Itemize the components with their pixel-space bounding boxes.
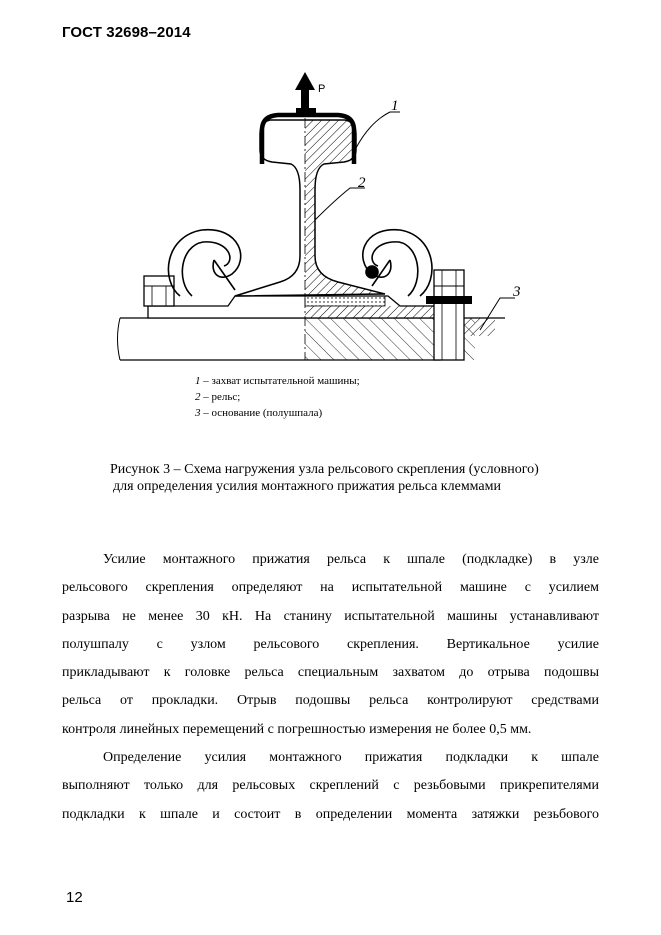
paragraph-line: выполняют только для рельсовых скреплений с резьбовыми прикрепителями [62, 778, 599, 794]
figure-legend [195, 373, 360, 421]
figure-caption [110, 461, 600, 495]
document-header: ГОСТ 32698–2014 [62, 24, 191, 41]
callout-1: 1 [391, 98, 399, 114]
callout-3: 3 [513, 284, 521, 300]
paragraph-line: Определение усилия монтажного прижатия подкладки к шпале [103, 750, 599, 766]
left-clip [168, 230, 240, 296]
right-clip [363, 230, 432, 296]
paragraph-line: рельсового скрепления определяют на испытательной машине с усилием [62, 580, 599, 596]
tie-plate [148, 296, 440, 318]
paragraph-line: рельса от прокладки. Отрыв подошвы рельса контролируют средствами [62, 693, 599, 709]
callout-2: 2 [358, 175, 366, 191]
paragraph-line: подкладки к шпале и состоит в определении момента затяжки резьбового [62, 806, 599, 822]
caption-line-2: для определения усилия монтажного прижатия рельса клеммами [113, 479, 502, 494]
paragraph-line: полушпалу с узлом рельсового скрепления. Вертикальное усилие [62, 636, 599, 652]
caption-line-1: Рисунок 3 – Схема нагружения узла рельсового скрепления (условного) [110, 462, 539, 477]
paragraph-line: разрыва не менее 30 кН. На станину испытательной машины устанавливают [62, 608, 599, 624]
legend-item: 1 – захват испытательной машины; [195, 375, 360, 387]
paragraph-line: контроля линейных перемещений с погрешностью измерения не более 0,5 мм. [62, 721, 532, 737]
legend-item: 3 – основание (полушпала) [195, 407, 323, 419]
force-arrow [295, 72, 325, 108]
paragraph-line: прикладывают к головке рельса специальным захватом до отрыва подошвы [62, 665, 599, 681]
page-number: 12 [66, 889, 83, 906]
force-label: P [318, 83, 326, 95]
body-text [62, 546, 599, 829]
paragraph-line: Усилие монтажного прижатия рельса к шпале (подкладке) в узле [103, 552, 599, 567]
rail-fastening-diagram [110, 60, 550, 370]
legend-item: 2 – рельс; [195, 391, 241, 403]
